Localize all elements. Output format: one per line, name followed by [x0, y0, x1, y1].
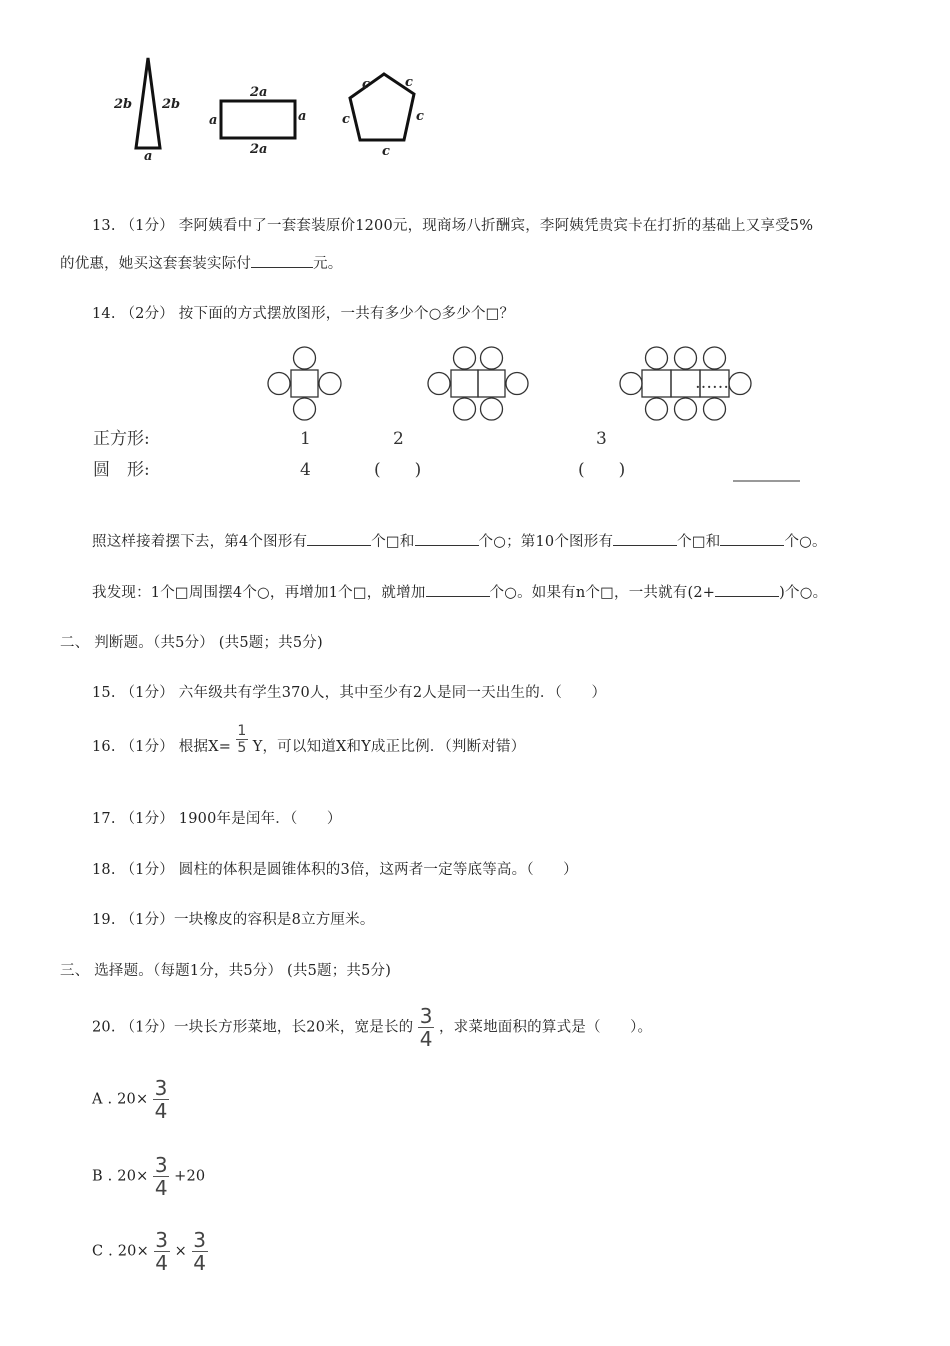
fraction-denominator: 4 [155, 1251, 169, 1275]
option-a-label: A . 20× [92, 1091, 149, 1108]
pentagon-side-label: c [416, 109, 424, 124]
square-shape [291, 370, 318, 397]
section3-header: 三、 选择题。（每题1分，共5分） (共5题；共5分) [60, 963, 392, 979]
rectangle-right-label: a [298, 109, 307, 124]
rectangle-bottom-label: 2a [250, 142, 268, 157]
q13-line1: 13. （1分） 李阿姨看中了一套套装原价1200元，现商场八折酬宾，李阿姨凭贵宾卡在打折的基础上又享受5% [92, 218, 814, 234]
q17: 17. （1分） 1900年是闰年．（ ） [92, 811, 342, 827]
circle-shape [319, 373, 341, 395]
option-c-times: × [174, 1243, 187, 1260]
option-a-fraction [153, 1078, 169, 1121]
q14-l3-e: 个○。 [784, 534, 827, 550]
q20-text-a: 20. （1分）一块长方形菜地，长20米，宽是长的 [92, 1019, 414, 1036]
circle-shape [729, 373, 751, 395]
circle-shape [294, 398, 316, 420]
circle-shape [268, 373, 290, 395]
square-count-2: 2 [393, 429, 404, 449]
q14-title: 14. （2分） 按下面的方式摆放图形，一共有多少个○多少个□？ [92, 306, 515, 322]
q15: 15. （1分） 六年级共有学生370人，其中至少有2人是同一天出生的．（ ） [92, 685, 607, 701]
q14-l4-c: )个○。 [779, 585, 828, 601]
square-shape [451, 370, 478, 397]
fraction-denominator: 4 [154, 1099, 168, 1123]
q20-fraction [418, 1006, 434, 1049]
pentagon-side-label: c [382, 144, 390, 159]
q14-line4 [92, 581, 827, 602]
circle-shape [675, 347, 697, 369]
q14-blank-4[interactable] [720, 531, 784, 546]
row-label-circle: 圆 形: [93, 460, 150, 480]
q16 [92, 724, 525, 756]
circle-count-3: ( ) [578, 460, 626, 480]
top-figures [100, 50, 450, 165]
pentagon-figure [342, 74, 424, 159]
pentagon-side-label: c [362, 77, 370, 92]
square-shape [642, 370, 671, 397]
q20-text-b: ，求菜地面积的算式是（ ）。 [438, 1019, 653, 1036]
fraction-numerator: 3 [419, 1004, 433, 1028]
pentagon-side-label: c [342, 112, 350, 127]
row-label-square: 正方形: [93, 429, 150, 449]
q14-l4-a: 我发现：1个□周围摆4个○，再增加1个□，就增加 [92, 585, 426, 601]
q13-text-b: 元。 [313, 256, 343, 272]
circle-shape [620, 373, 642, 395]
circle-shape [454, 398, 476, 420]
square-count-1: 1 [300, 429, 311, 449]
fraction-numerator: 3 [193, 1228, 207, 1252]
option-b-label: B . 20× [92, 1168, 149, 1185]
q14-l3-a: 照这样接着摆下去，第4个图形有 [92, 534, 308, 550]
fraction-denominator: 4 [154, 1176, 168, 1200]
q16-fraction [236, 724, 248, 755]
q20 [92, 1006, 652, 1049]
q14-l3-d: 个□和 [677, 534, 721, 550]
option-c-fraction-2 [192, 1230, 208, 1273]
circle-shape [506, 373, 528, 395]
q14-l3-b: 个□和 [371, 534, 415, 550]
rectangle-left-label: a [209, 113, 218, 128]
circle-shape [704, 398, 726, 420]
circle-shape [294, 347, 316, 369]
q14-l4-b: 个○。如果有n个□，一共就有(2+ [489, 585, 716, 601]
q14-blank-1[interactable] [307, 531, 371, 546]
q14-blank-6[interactable] [715, 582, 779, 597]
q16-text-a: 16. （1分） 根据X= [92, 739, 232, 755]
rectangle-top-label: 2a [250, 85, 268, 100]
fraction-numerator: 3 [155, 1228, 169, 1252]
pentagon-side-label: c [405, 75, 413, 90]
circle-shape [481, 398, 503, 420]
option-b[interactable] [92, 1155, 205, 1198]
circle-shape [675, 398, 697, 420]
circle-shape [704, 347, 726, 369]
q16-text-b: Y，可以知道X和Y成正比例．（判断对错） [252, 739, 526, 755]
q14-blank-5[interactable] [426, 582, 490, 597]
circle-count-2: ( ) [374, 460, 422, 480]
option-b-fraction [153, 1155, 169, 1198]
fraction-numerator: 1 [237, 723, 247, 739]
circle-shape [646, 347, 668, 369]
circle-shape [646, 398, 668, 420]
fraction-numerator: 3 [154, 1076, 168, 1100]
section2-header: 二、 判断题。（共5分） (共5题；共5分) [60, 635, 323, 651]
fraction-denominator: 5 [237, 740, 247, 756]
q19: 19. （1分）一块橡皮的容积是8立方厘米。 [92, 912, 375, 928]
option-c-fraction-1 [154, 1230, 170, 1273]
circle-shape [428, 373, 450, 395]
q18: 18. （1分） 圆柱的体积是圆锥体积的3倍，这两者一定等底等高。（ ） [92, 862, 578, 878]
q13-answer-blank[interactable] [251, 253, 313, 268]
q13-text-a: 的优惠，她买这套套装实际付 [60, 256, 252, 272]
square-shape [478, 370, 505, 397]
isosceles-triangle-figure [113, 58, 180, 164]
q14-blank-2[interactable] [415, 531, 479, 546]
triangle-right-label: 2b [162, 97, 181, 112]
q14-pattern-figure [85, 340, 825, 490]
option-c[interactable] [92, 1230, 208, 1273]
q14-blank-3[interactable] [613, 531, 677, 546]
q14-line3 [92, 530, 827, 551]
square-count-3: 3 [596, 429, 607, 449]
rectangle-figure [209, 85, 306, 157]
fraction-numerator: 3 [154, 1153, 168, 1177]
option-a[interactable] [92, 1078, 169, 1121]
option-b-suffix: +20 [174, 1168, 206, 1185]
circle-count-1: 4 [300, 460, 311, 480]
circle-shape [481, 347, 503, 369]
fraction-denominator: 4 [193, 1251, 207, 1275]
triangle-base-label: a [144, 149, 153, 164]
option-c-label: C . 20× [92, 1243, 149, 1260]
q14-l3-c: 个○；第10个图形有 [478, 534, 614, 550]
q13-line2 [60, 252, 343, 273]
triangle-left-label: 2b [114, 97, 133, 112]
fraction-denominator: 4 [419, 1027, 433, 1051]
ellipsis-text: …… [695, 373, 729, 393]
circle-shape [454, 347, 476, 369]
